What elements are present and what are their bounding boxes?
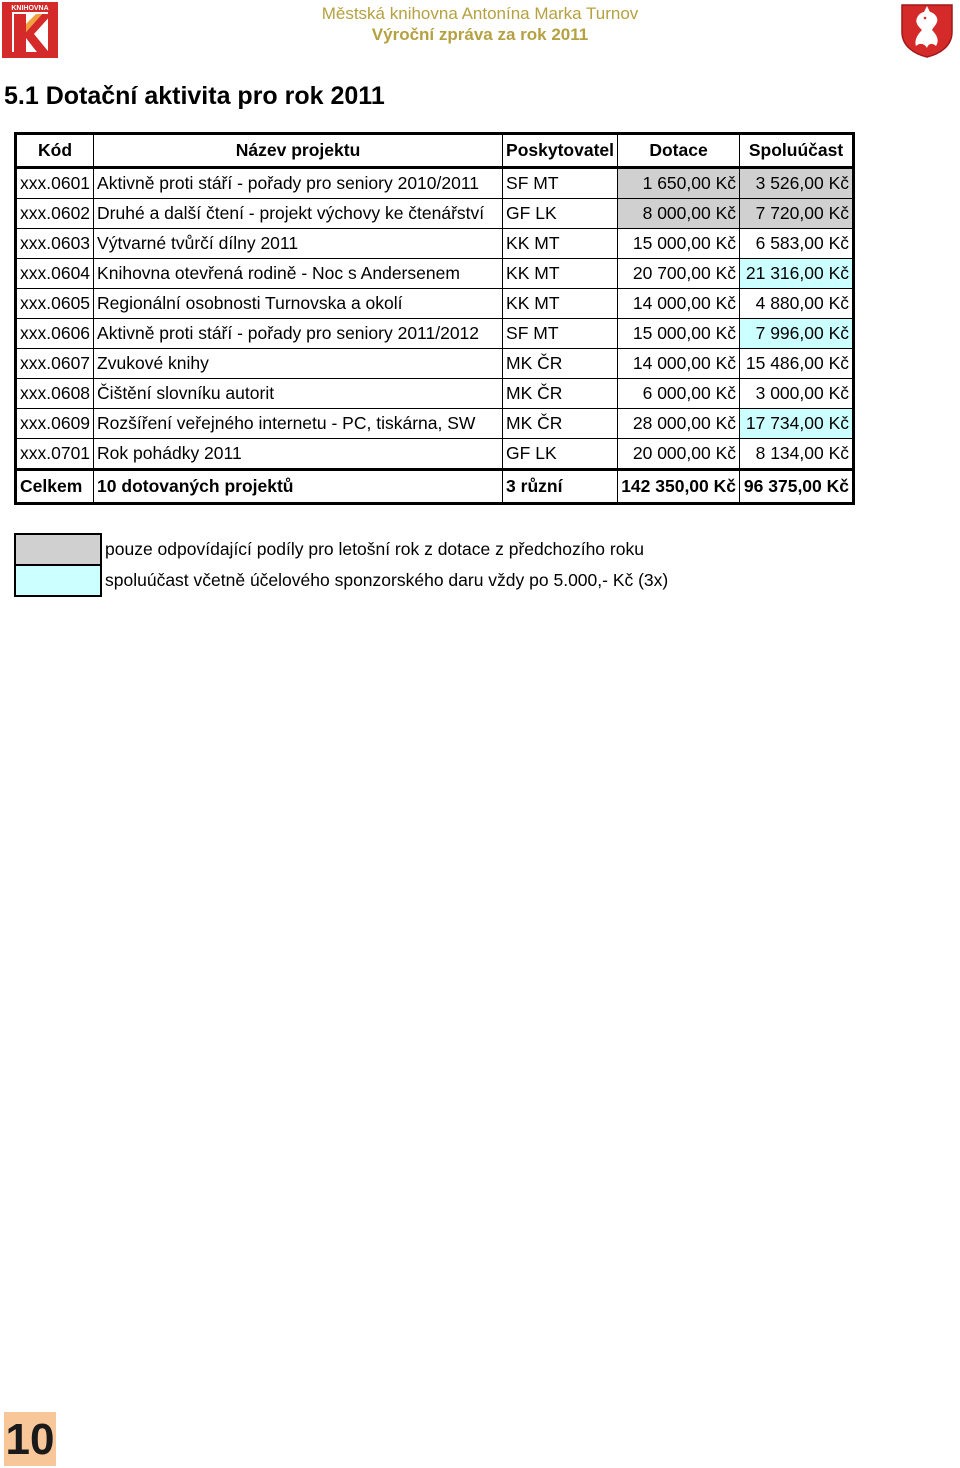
cell-nazev: Rozšíření veřejného internetu - PC, tiskárna, SW [94,409,503,439]
table-total-row [16,470,854,504]
legend-swatch-cyan [15,565,101,596]
header-dotace: Dotace [618,134,740,168]
cell-dotace: 28 000,00 Kč [618,409,740,439]
cell-spoluucast: 3 000,00 Kč [740,379,854,409]
cell-nazev: Čištění slovníku autorit [94,379,503,409]
cell-poskytovatel: KK MT [503,229,618,259]
cell-kod: xxx.0608 [16,379,94,409]
cell-spoluucast: 4 880,00 Kč [740,289,854,319]
table-row [16,259,854,289]
legend-item [15,565,671,596]
cell-poskytovatel: KK MT [503,289,618,319]
table-row [16,199,854,229]
cell-dotace: 14 000,00 Kč [618,349,740,379]
header-spoluucast: Spoluúčast [740,134,854,168]
cell-poskytovatel: GF LK [503,439,618,470]
cell-poskytovatel: GF LK [503,199,618,229]
legend-text: pouze odpovídající podíly pro letošní rok z dotace z předchozího roku [105,539,644,559]
cell-spoluucast: 6 583,00 Kč [740,229,854,259]
legend-swatch-gray [15,534,101,565]
cell-dotace: 6 000,00 Kč [618,379,740,409]
table-row [16,229,854,259]
total-spoluucast: 96 375,00 Kč [740,470,854,504]
header-kod: Kód [16,134,94,168]
cell-spoluucast: 7 720,00 Kč [740,199,854,229]
cell-poskytovatel: KK MT [503,259,618,289]
table-row [16,349,854,379]
cell-poskytovatel: SF MT [503,319,618,349]
table-row [16,319,854,349]
table-row [16,409,854,439]
cell-nazev: Zvukové knihy [94,349,503,379]
cell-spoluucast: 17 734,00 Kč [740,409,854,439]
cell-kod: xxx.0609 [16,409,94,439]
cell-poskytovatel: MK ČR [503,409,618,439]
table-body [16,168,854,470]
cell-nazev: Rok pohádky 2011 [94,439,503,470]
cell-kod: xxx.0606 [16,319,94,349]
page-header [0,0,960,64]
total-poskytovatel: 3 různí [503,470,618,504]
table-row [16,168,854,199]
total-kod: Celkem [16,470,94,504]
cell-kod: xxx.0607 [16,349,94,379]
table-header-row [16,134,854,168]
cell-poskytovatel: SF MT [503,168,618,199]
header-report-title: Výroční zpráva za rok 2011 [371,25,589,44]
total-nazev: 10 dotovaných projektů [94,470,503,504]
header-nazev: Název projektu [94,134,503,168]
cell-kod: xxx.0602 [16,199,94,229]
cell-spoluucast: 7 996,00 Kč [740,319,854,349]
cell-nazev: Knihovna otevřená rodině - Noc s Andersenem [94,259,503,289]
cell-nazev: Regionální osobnosti Turnovska a okolí [94,289,503,319]
cell-kod: xxx.0603 [16,229,94,259]
cell-dotace: 8 000,00 Kč [618,199,740,229]
logo-text: KNIHOVNA [11,5,49,12]
cell-dotace: 20 700,00 Kč [618,259,740,289]
library-logo-icon [2,2,58,58]
page-number: 10 [4,1412,56,1466]
table-row [16,379,854,409]
cell-dotace: 15 000,00 Kč [618,319,740,349]
header-library-name: Městská knihovna Antonína Marka Turnov [321,4,639,23]
cell-kod: xxx.0604 [16,259,94,289]
color-legend [14,533,672,597]
cell-kod: xxx.0605 [16,289,94,319]
cell-spoluucast: 3 526,00 Kč [740,168,854,199]
cell-nazev: Aktivně proti stáří - pořady pro seniory 2011/2012 [94,319,503,349]
legend-item [15,534,671,565]
subsidy-table [14,132,855,505]
coat-of-arms-icon [898,2,956,58]
legend-text: spoluúčast včetně účelového sponzorského daru vždy po 5.000,- Kč (3x) [105,570,669,590]
header-poskytovatel: Poskytovatel [503,134,618,168]
section-title: 5.1 Dotační aktivita pro rok 2011 [4,82,385,110]
cell-dotace: 20 000,00 Kč [618,439,740,470]
table-row [16,289,854,319]
cell-poskytovatel: MK ČR [503,349,618,379]
cell-dotace: 1 650,00 Kč [618,168,740,199]
cell-spoluucast: 8 134,00 Kč [740,439,854,470]
cell-dotace: 14 000,00 Kč [618,289,740,319]
cell-nazev: Druhé a další čtení - projekt výchovy ke čtenářství [94,199,503,229]
cell-nazev: Výtvarné tvůrčí dílny 2011 [94,229,503,259]
cell-poskytovatel: MK ČR [503,379,618,409]
table-row [16,439,854,470]
cell-spoluucast: 15 486,00 Kč [740,349,854,379]
cell-kod: xxx.0601 [16,168,94,199]
cell-spoluucast: 21 316,00 Kč [740,259,854,289]
cell-nazev: Aktivně proti stáří - pořady pro seniory 2010/2011 [94,168,503,199]
cell-kod: xxx.0701 [16,439,94,470]
total-dotace: 142 350,00 Kč [618,470,740,504]
cell-dotace: 15 000,00 Kč [618,229,740,259]
